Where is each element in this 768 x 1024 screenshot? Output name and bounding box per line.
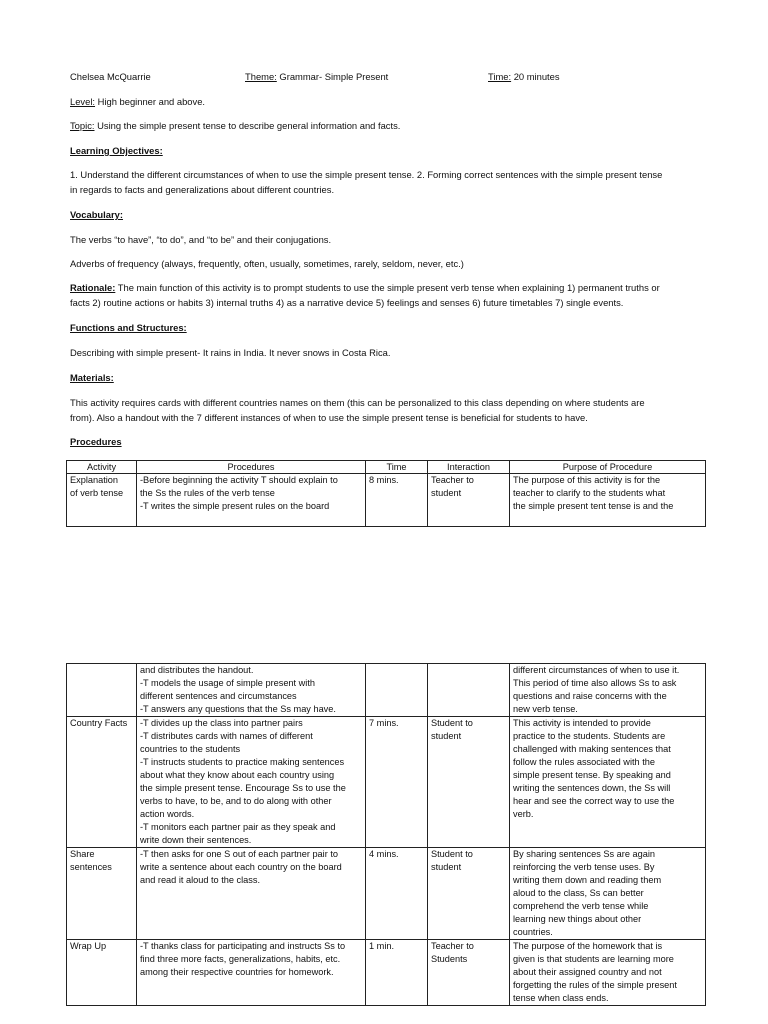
cell-line: new verb tense. [513, 704, 578, 714]
purpose-cell [510, 940, 706, 1006]
interaction-cell [428, 717, 510, 848]
time-field [488, 69, 560, 84]
level-label: Level: [70, 96, 96, 107]
procedures-cell [137, 848, 366, 940]
theme-label: Theme: [245, 71, 277, 82]
cell-line: and read it aloud to the class. [140, 875, 261, 885]
objectives-label: Learning Objectives: [70, 145, 163, 156]
cell-line: writing them down and reading them [513, 875, 662, 885]
cell-line: action words. [140, 809, 195, 819]
vocabulary-label: Vocabulary: [70, 209, 123, 220]
time-cell: 1 min. [366, 940, 428, 1006]
vocabulary-heading [70, 207, 710, 222]
procedures-cell [137, 664, 366, 717]
interaction-cell [428, 940, 510, 1006]
procedures-label: Procedures [70, 436, 122, 447]
theme-value: Grammar- Simple Present [276, 71, 389, 82]
rationale-line-1 [70, 280, 710, 295]
cell-line: -T divides up the class into partner pairs [140, 718, 303, 728]
cell-line: verbs to have, to be, and to do along with other [140, 796, 332, 806]
header-line [70, 69, 710, 84]
interaction-cell [428, 848, 510, 940]
cell-line: Teacher to [431, 475, 474, 485]
cell-line: about their assigned country and not [513, 967, 662, 977]
cell-line: Share [70, 849, 95, 859]
header-procedures: Procedures [137, 461, 366, 474]
table-header-row [67, 461, 706, 474]
vocabulary-line-2: Adverbs of frequency (always, frequently, often, usually, sometimes, rarely, seldom, never, etc.) [70, 258, 464, 269]
rationale-label: Rationale: [70, 282, 116, 293]
cell-line: verb. [513, 809, 534, 819]
purpose-cell [510, 474, 706, 527]
time-value: 20 minutes [511, 71, 560, 82]
cell-line: sentences [70, 862, 112, 872]
procedures-cell [137, 474, 366, 527]
cell-line: countries to the students [140, 744, 241, 754]
purpose-cell [510, 717, 706, 848]
cell-line: teacher to clarify to the students what [513, 488, 666, 498]
time-cell: 7 mins. [366, 717, 428, 848]
activity-cell [67, 848, 137, 940]
header-activity: Activity [67, 461, 137, 474]
topic-value: Using the simple present tense to describe general information and facts. [94, 120, 401, 131]
cell-line: questions and raise concerns with the [513, 691, 667, 701]
time-cell [366, 664, 428, 717]
cell-line: among their respective countries for homework. [140, 967, 334, 977]
cell-line: given is that students are learning more [513, 954, 674, 964]
cell-line: the Ss the rules of the verb tense [140, 488, 275, 498]
cell-line: the simple present tense. Encourage Ss to use the [140, 783, 346, 793]
materials-label: Materials: [70, 372, 114, 383]
cell-line: reinforcing the verb tense uses. By [513, 862, 655, 872]
cell-line: different circumstances of when to use it. [513, 665, 680, 675]
activity-cell [67, 717, 137, 848]
cell-line: -Before beginning the activity T should explain to [140, 475, 338, 485]
topic-label: Topic: [70, 120, 95, 131]
activity-cell [67, 664, 137, 717]
cell-line: Wrap Up [70, 941, 107, 951]
cell-line: learning new things about other [513, 914, 642, 924]
cell-line: challenged with making sentences that [513, 744, 671, 754]
cell-line: of verb tense [70, 488, 124, 498]
activity-cell [67, 940, 137, 1006]
cell-line: practice to the students. Students are [513, 731, 666, 741]
cell-line: -T instructs students to practice making sentences [140, 757, 345, 767]
cell-line: write a sentence about each country on the board [140, 862, 342, 872]
purpose-cell [510, 848, 706, 940]
cell-line: tense when class ends. [513, 993, 609, 1003]
time-cell: 8 mins. [366, 474, 428, 527]
cell-line: -T monitors each partner pair as they speak and [140, 822, 336, 832]
cell-line: find three more facts, generalizations, habits, etc. [140, 954, 341, 964]
cell-line: By sharing sentences Ss are again [513, 849, 655, 859]
purpose-cell [510, 664, 706, 717]
cell-line: follow the rules associated with the [513, 757, 655, 767]
cell-line: The purpose of this activity is for the [513, 475, 661, 485]
rationale-text-1: The main function of this activity is to prompt students to use the simple present verb tense when explaining 1) permanent truths or [115, 282, 660, 293]
functions-heading [70, 320, 710, 335]
cell-line: writing the sentences down, the Ss will [513, 783, 671, 793]
cell-line: Student to [431, 849, 473, 859]
materials-heading [70, 370, 710, 385]
cell-line: This activity is intended to provide [513, 718, 651, 728]
cell-line: aloud to the class, Ss can better [513, 888, 644, 898]
functions-line-1: Describing with simple present- It rains in India. It never snows in Costa Rica. [70, 347, 391, 358]
table-row [67, 848, 706, 940]
cell-line: student [431, 862, 462, 872]
procedures-table-part-2 [66, 663, 706, 1006]
procedures-table-part-1 [66, 460, 706, 527]
table-row [67, 717, 706, 848]
procedures-cell [137, 717, 366, 848]
cell-line: Students [431, 954, 468, 964]
cell-line: the simple present tent tense is and the [513, 501, 674, 511]
rationale-line-2: facts 2) routine actions or habits 3) internal truths 4) as a narrative device 5) feelings and senses 6) future timetables 7) single events. [70, 297, 624, 308]
procedures-cell [137, 940, 366, 1006]
cell-line: Student to [431, 718, 473, 728]
cell-line: -T models the usage of simple present with [140, 678, 315, 688]
level-value: High beginner and above. [95, 96, 206, 107]
objectives-line-2: in regards to facts and generalizations about different countries. [70, 184, 335, 195]
cell-line: student [431, 731, 462, 741]
cell-line: -T writes the simple present rules on the board [140, 501, 330, 511]
procedures-heading [70, 434, 710, 449]
cell-line: hear and see the correct way to use the [513, 796, 675, 806]
vocabulary-line-1: The verbs “to have”, “to do”, and “to be” and their conjugations. [70, 234, 332, 245]
interaction-cell [428, 474, 510, 527]
cell-line: comprehend the verb tense while [513, 901, 649, 911]
cell-line: -T distributes cards with names of different [140, 731, 313, 741]
cell-line: Teacher to [431, 941, 474, 951]
author-name: Chelsea McQuarrie [70, 71, 151, 82]
table-row [67, 474, 706, 527]
objectives-heading [70, 143, 710, 158]
cell-line: write down their sentences. [140, 835, 252, 845]
cell-line: simple present tense. By speaking and [513, 770, 671, 780]
cell-line: different sentences and circumstances [140, 691, 297, 701]
cell-line: countries. [513, 927, 553, 937]
cell-line: student [431, 488, 462, 498]
cell-line: and distributes the handout. [140, 665, 254, 675]
objectives-line-1: 1. Understand the different circumstances of when to use the simple present tense. 2. Forming correct sentences with the simple present tense [70, 169, 663, 180]
cell-line: -T answers any questions that the Ss may have. [140, 704, 336, 714]
header-time: Time [366, 461, 428, 474]
topic-line [70, 118, 710, 133]
header-interaction: Interaction [428, 461, 510, 474]
cell-line: Explanation [70, 475, 119, 485]
header-purpose: Purpose of Procedure [510, 461, 706, 474]
materials-line-1: This activity requires cards with different countries names on them (this can be personalized to this class depending on where students are [70, 397, 645, 408]
theme-field [245, 69, 388, 84]
functions-label: Functions and Structures: [70, 322, 187, 333]
cell-line: The purpose of the homework that is [513, 941, 663, 951]
cell-line: This period of time also allows Ss to ask [513, 678, 677, 688]
cell-line: -T then asks for one S out of each partner pair to [140, 849, 338, 859]
cell-line: -T thanks class for participating and instructs Ss to [140, 941, 346, 951]
cell-line: Country Facts [70, 718, 128, 728]
cell-line: about what they know about each country using [140, 770, 335, 780]
level-line [70, 94, 710, 109]
table-row [67, 940, 706, 1006]
materials-line-2: from). Also a handout with the 7 different instances of when to use the simple present tense is beneficial for students to have. [70, 412, 588, 423]
activity-cell [67, 474, 137, 527]
time-cell: 4 mins. [366, 848, 428, 940]
table-row [67, 664, 706, 717]
cell-line: forgetting the rules of the simple present [513, 980, 677, 990]
interaction-cell [428, 664, 510, 717]
time-label: Time: [488, 71, 512, 82]
